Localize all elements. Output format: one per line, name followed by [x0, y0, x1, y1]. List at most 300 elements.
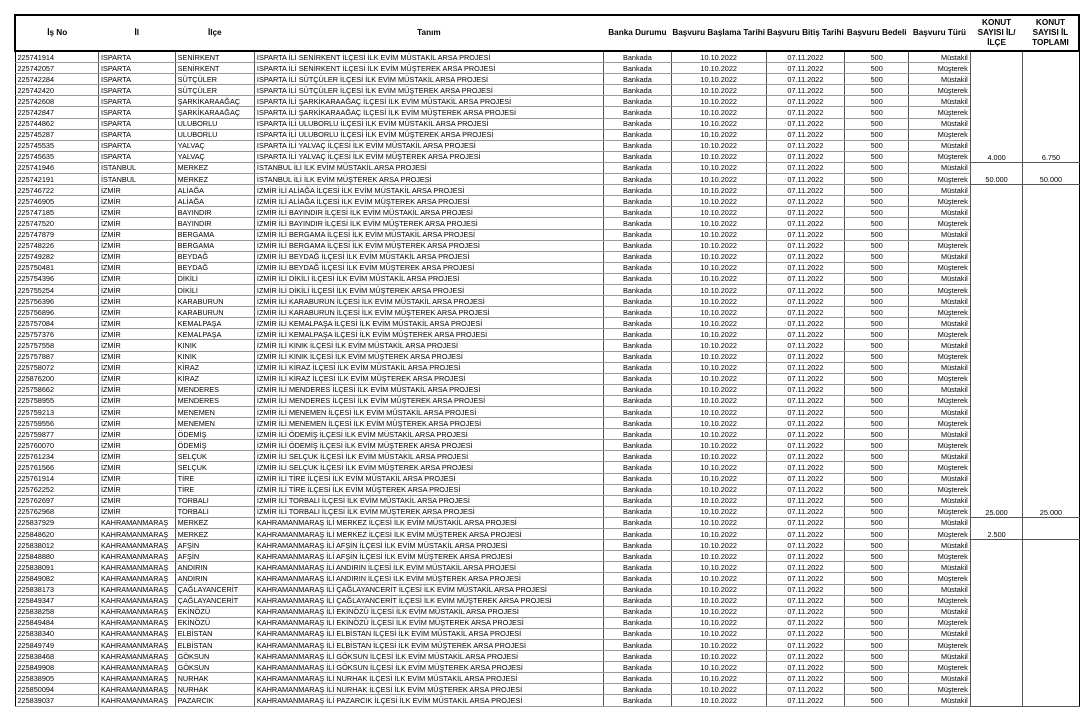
cell-basvuru-turu: Müstakil	[909, 451, 971, 462]
cell-il: İZMİR	[98, 218, 175, 229]
cell-bedel: 500	[845, 229, 909, 240]
cell-basvuru-turu: Müşterek	[909, 262, 971, 273]
table-row[interactable]	[15, 551, 1079, 562]
cell-is-no: 225741914	[15, 51, 98, 63]
cell-basvuru-turu: Müşterek	[909, 174, 971, 185]
cell-is-no: 225762968	[15, 506, 98, 517]
cell-baslama-tarihi: 10.10.2022	[671, 262, 766, 273]
cell-bitis-tarihi: 07.11.2022	[766, 318, 845, 329]
cell-bitis-tarihi: 07.11.2022	[766, 151, 845, 162]
cell-banka-durumu: Bankada	[603, 595, 671, 606]
cell-ilce: KEMALPAŞA	[175, 329, 254, 340]
cell-banka-durumu: Bankada	[603, 118, 671, 129]
cell-banka-durumu: Bankada	[603, 329, 671, 340]
konut-sayisi-il-ilce-cell: 4.000	[970, 51, 1023, 162]
cell-bitis-tarihi: 07.11.2022	[766, 129, 845, 140]
cell-banka-durumu: Bankada	[603, 617, 671, 628]
table-row[interactable]	[15, 118, 1079, 129]
cell-tanim: KAHRAMANMARAŞ İLİ PAZARCIK İLÇESİ İLK EVİM MÜSTAKİL ARSA PROJESİ	[254, 695, 603, 706]
cell-ilce: TORBALI	[175, 495, 254, 506]
cell-baslama-tarihi: 10.10.2022	[671, 196, 766, 207]
cell-baslama-tarihi: 10.10.2022	[671, 74, 766, 85]
cell-baslama-tarihi: 10.10.2022	[671, 595, 766, 606]
cell-il: ISPARTA	[98, 85, 175, 96]
cell-baslama-tarihi: 10.10.2022	[671, 628, 766, 639]
cell-baslama-tarihi: 10.10.2022	[671, 185, 766, 196]
cell-bitis-tarihi: 07.11.2022	[766, 207, 845, 218]
cell-is-no: 225745287	[15, 129, 98, 140]
cell-basvuru-turu: Müşterek	[909, 662, 971, 673]
table-row[interactable]	[15, 506, 1079, 517]
cell-bedel: 500	[845, 495, 909, 506]
table-row[interactable]	[15, 196, 1079, 207]
col-header-basvuru-baslama-tarihi[interactable]: Başvuru Başlama Tarihi	[671, 15, 766, 51]
table-row[interactable]	[15, 517, 1079, 528]
cell-is-no: 225758072	[15, 362, 98, 373]
cell-basvuru-turu: Müstakil	[909, 517, 971, 528]
cell-bitis-tarihi: 07.11.2022	[766, 651, 845, 662]
table-row[interactable]	[15, 529, 1079, 540]
konut-sayisi-il-ilce-cell: 25.000	[970, 185, 1023, 518]
cell-bitis-tarihi: 07.11.2022	[766, 96, 845, 107]
table-row[interactable]	[15, 495, 1079, 506]
cell-ilce: BAYINDIR	[175, 218, 254, 229]
cell-banka-durumu: Bankada	[603, 517, 671, 528]
table-row[interactable]	[15, 617, 1079, 628]
cell-baslama-tarihi: 10.10.2022	[671, 517, 766, 528]
cell-bedel: 500	[845, 662, 909, 673]
cell-baslama-tarihi: 10.10.2022	[671, 462, 766, 473]
cell-bitis-tarihi: 07.11.2022	[766, 517, 845, 528]
cell-is-no: 225745535	[15, 140, 98, 151]
col-header-konut-sayisi-il-ilce[interactable]: KONUT SAYISI İL/İLÇE	[970, 15, 1023, 51]
table-row[interactable]	[15, 429, 1079, 440]
cell-il: İZMİR	[98, 384, 175, 395]
table-row[interactable]	[15, 451, 1079, 462]
cell-ilce: TORBALI	[175, 506, 254, 517]
cell-tanim: İZMİR İLİ DİKİLİ İLÇESİ İLK EVİM MÜSTAKİL ARSA PROJESİ	[254, 273, 603, 284]
cell-baslama-tarihi: 10.10.2022	[671, 695, 766, 706]
table-row[interactable]	[15, 351, 1079, 362]
table-row[interactable]	[15, 251, 1079, 262]
cell-il: KAHRAMANMARAŞ	[98, 517, 175, 528]
cell-basvuru-turu: Müstakil	[909, 628, 971, 639]
cell-tanim: İZMİR İLİ KİRAZ İLÇESİ İLK EVİM MÜSTAKİL ARSA PROJESİ	[254, 362, 603, 373]
cell-tanim: İZMİR İLİ TİRE İLÇESİ İLK EVİM MÜSTAKİL ARSA PROJESİ	[254, 473, 603, 484]
cell-basvuru-turu: Müşterek	[909, 395, 971, 406]
cell-bedel: 500	[845, 673, 909, 684]
table-row[interactable]	[15, 307, 1079, 318]
cell-banka-durumu: Bankada	[603, 418, 671, 429]
cell-tanim: İZMİR İLİ BAYINDIR İLÇESİ İLK EVİM MÜŞTEREK ARSA PROJESİ	[254, 218, 603, 229]
cell-banka-durumu: Bankada	[603, 639, 671, 650]
col-header-is-no[interactable]: İş No	[15, 15, 98, 51]
table-row[interactable]	[15, 695, 1079, 706]
cell-il: KAHRAMANMARAŞ	[98, 529, 175, 540]
cell-ilce: EKİNÖZÜ	[175, 617, 254, 628]
cell-bedel: 500	[845, 251, 909, 262]
cell-banka-durumu: Bankada	[603, 296, 671, 307]
cell-bedel: 500	[845, 207, 909, 218]
cell-basvuru-turu: Müşterek	[909, 85, 971, 96]
cell-ilce: SENİRKENT	[175, 63, 254, 74]
cell-bitis-tarihi: 07.11.2022	[766, 495, 845, 506]
table-row[interactable]	[15, 684, 1079, 695]
cell-banka-durumu: Bankada	[603, 429, 671, 440]
cell-baslama-tarihi: 10.10.2022	[671, 362, 766, 373]
cell-bitis-tarihi: 07.11.2022	[766, 51, 845, 63]
cell-is-no: 225742847	[15, 107, 98, 118]
cell-baslama-tarihi: 10.10.2022	[671, 573, 766, 584]
cell-ilce: SÜTÇÜLER	[175, 85, 254, 96]
table-row[interactable]	[15, 151, 1079, 162]
cell-bitis-tarihi: 07.11.2022	[766, 196, 845, 207]
cell-basvuru-turu: Müstakil	[909, 318, 971, 329]
cell-bedel: 500	[845, 529, 909, 540]
cell-basvuru-turu: Müşterek	[909, 196, 971, 207]
cell-il: İZMİR	[98, 451, 175, 462]
cell-ilce: ÇAĞLAYANCERİT	[175, 584, 254, 595]
cell-il: ISPARTA	[98, 51, 175, 63]
table-row[interactable]	[15, 340, 1079, 351]
cell-ilce: SELÇUK	[175, 462, 254, 473]
cell-basvuru-turu: Müşterek	[909, 595, 971, 606]
cell-bedel: 500	[845, 174, 909, 185]
cell-bitis-tarihi: 07.11.2022	[766, 229, 845, 240]
cell-il: İZMİR	[98, 207, 175, 218]
table-row[interactable]	[15, 129, 1079, 140]
cell-banka-durumu: Bankada	[603, 495, 671, 506]
cell-basvuru-turu: Müşterek	[909, 351, 971, 362]
cell-bedel: 500	[845, 651, 909, 662]
table-row[interactable]	[15, 240, 1079, 251]
col-header-basvuru-bedeli[interactable]: Başvuru Bedeli	[845, 15, 909, 51]
cell-is-no: 225757376	[15, 329, 98, 340]
cell-basvuru-turu: Müşterek	[909, 373, 971, 384]
konut-sayisi-il-ilce-cell: 2.500	[970, 517, 1023, 539]
cell-il: İZMİR	[98, 240, 175, 251]
cell-banka-durumu: Bankada	[603, 584, 671, 595]
table-row[interactable]	[15, 484, 1079, 495]
cell-il: İZMİR	[98, 185, 175, 196]
cell-banka-durumu: Bankada	[603, 362, 671, 373]
cell-is-no: 225758955	[15, 395, 98, 406]
cell-bitis-tarihi: 07.11.2022	[766, 617, 845, 628]
cell-bedel: 500	[845, 240, 909, 251]
cell-baslama-tarihi: 10.10.2022	[671, 118, 766, 129]
cell-ilce: MENEMEN	[175, 407, 254, 418]
cell-banka-durumu: Bankada	[603, 85, 671, 96]
cell-bitis-tarihi: 07.11.2022	[766, 218, 845, 229]
cell-banka-durumu: Bankada	[603, 440, 671, 451]
cell-bedel: 500	[845, 429, 909, 440]
cell-bitis-tarihi: 07.11.2022	[766, 373, 845, 384]
table-row[interactable]	[15, 74, 1079, 85]
table-row[interactable]	[15, 628, 1079, 639]
cell-is-no: 225744862	[15, 118, 98, 129]
cell-bitis-tarihi: 07.11.2022	[766, 473, 845, 484]
cell-banka-durumu: Bankada	[603, 218, 671, 229]
cell-banka-durumu: Bankada	[603, 196, 671, 207]
cell-il: İSTANBUL	[98, 174, 175, 185]
cell-baslama-tarihi: 10.10.2022	[671, 407, 766, 418]
table-row[interactable]	[15, 318, 1079, 329]
table-row[interactable]	[15, 207, 1079, 218]
cell-tanim: İZMİR İLİ MENDERES İLÇESİ İLK EVİM MÜSTAKİL ARSA PROJESİ	[254, 384, 603, 395]
cell-ilce: TİRE	[175, 484, 254, 495]
table-row[interactable]	[15, 573, 1079, 584]
cell-baslama-tarihi: 10.10.2022	[671, 651, 766, 662]
cell-tanim: ISPARTA İLİ SENİRKENT İLÇESİ İLK EVİM MÜŞTEREK ARSA PROJESİ	[254, 63, 603, 74]
table-row[interactable]	[15, 284, 1079, 295]
cell-baslama-tarihi: 10.10.2022	[671, 373, 766, 384]
cell-ilce: ELBİSTAN	[175, 639, 254, 650]
table-row[interactable]	[15, 384, 1079, 395]
cell-il: ISPARTA	[98, 151, 175, 162]
cell-baslama-tarihi: 10.10.2022	[671, 318, 766, 329]
cell-bitis-tarihi: 07.11.2022	[766, 595, 845, 606]
cell-bedel: 500	[845, 96, 909, 107]
cell-bitis-tarihi: 07.11.2022	[766, 296, 845, 307]
table-row[interactable]	[15, 329, 1079, 340]
cell-basvuru-turu: Müşterek	[909, 684, 971, 695]
cell-is-no: 225759877	[15, 429, 98, 440]
cell-bedel: 500	[845, 74, 909, 85]
cell-ilce: KİRAZ	[175, 362, 254, 373]
cell-basvuru-turu: Müstakil	[909, 562, 971, 573]
cell-basvuru-turu: Müstakil	[909, 340, 971, 351]
cell-is-no: 225849347	[15, 595, 98, 606]
cell-is-no: 225755254	[15, 284, 98, 295]
cell-ilce: YALVAÇ	[175, 151, 254, 162]
table-row[interactable]	[15, 262, 1079, 273]
cell-tanim: KAHRAMANMARAŞ İLİ ANDIRIN İLÇESİ İLK EVİM MÜSTAKİL ARSA PROJESİ	[254, 562, 603, 573]
cell-basvuru-turu: Müstakil	[909, 251, 971, 262]
header-row	[15, 15, 1079, 51]
cell-il: İZMİR	[98, 329, 175, 340]
cell-tanim: ISPARTA İLİ ULUBORLU İLÇESİ İLK EVİM MÜŞTEREK ARSA PROJESİ	[254, 129, 603, 140]
cell-tanim: KAHRAMANMARAŞ İLİ AFŞİN İLÇESİ İLK EVİM MÜŞTEREK ARSA PROJESİ	[254, 551, 603, 562]
cell-ilce: MERKEZ	[175, 517, 254, 528]
cell-banka-durumu: Bankada	[603, 562, 671, 573]
table-row[interactable]	[15, 673, 1079, 684]
cell-bedel: 500	[845, 473, 909, 484]
col-header-il[interactable]: İl	[98, 15, 175, 51]
table-row[interactable]	[15, 407, 1079, 418]
table-row[interactable]	[15, 606, 1079, 617]
table-row[interactable]	[15, 296, 1079, 307]
cell-basvuru-turu: Müşterek	[909, 418, 971, 429]
table-row[interactable]	[15, 373, 1079, 384]
cell-il: İZMİR	[98, 284, 175, 295]
table-row[interactable]	[15, 584, 1079, 595]
cell-bedel: 500	[845, 284, 909, 295]
cell-il: İZMİR	[98, 473, 175, 484]
cell-ilce: SÜTÇÜLER	[175, 74, 254, 85]
cell-bedel: 500	[845, 695, 909, 706]
cell-tanim: KAHRAMANMARAŞ İLİ NURHAK İLÇESİ İLK EVİM MÜŞTEREK ARSA PROJESİ	[254, 684, 603, 695]
col-header-basvuru-turu[interactable]: Başvuru Türü	[909, 15, 971, 51]
cell-is-no: 225757887	[15, 351, 98, 362]
cell-basvuru-turu: Müstakil	[909, 273, 971, 284]
cell-basvuru-turu: Müstakil	[909, 118, 971, 129]
cell-basvuru-turu: Müstakil	[909, 429, 971, 440]
table-row[interactable]	[15, 395, 1079, 406]
cell-il: KAHRAMANMARAŞ	[98, 684, 175, 695]
cell-ilce: BERGAMA	[175, 229, 254, 240]
table-row[interactable]	[15, 562, 1079, 573]
table-row[interactable]	[15, 273, 1079, 284]
cell-bitis-tarihi: 07.11.2022	[766, 240, 845, 251]
cell-basvuru-turu: Müşterek	[909, 151, 971, 162]
cell-ilce: BEYDAĞ	[175, 251, 254, 262]
cell-banka-durumu: Bankada	[603, 373, 671, 384]
cell-baslama-tarihi: 10.10.2022	[671, 540, 766, 551]
cell-ilce: NURHAK	[175, 673, 254, 684]
cell-bitis-tarihi: 07.11.2022	[766, 639, 845, 650]
table-row[interactable]	[15, 540, 1079, 551]
cell-ilce: KİRAZ	[175, 373, 254, 384]
cell-banka-durumu: Bankada	[603, 606, 671, 617]
cell-bedel: 500	[845, 384, 909, 395]
table-row[interactable]	[15, 651, 1079, 662]
cell-is-no: 225838091	[15, 562, 98, 573]
table-row[interactable]	[15, 140, 1079, 151]
cell-bitis-tarihi: 07.11.2022	[766, 506, 845, 517]
cell-bitis-tarihi: 07.11.2022	[766, 673, 845, 684]
cell-bedel: 500	[845, 296, 909, 307]
table-row[interactable]	[15, 174, 1079, 185]
cell-il: İZMİR	[98, 273, 175, 284]
table-row[interactable]	[15, 229, 1079, 240]
table-row[interactable]	[15, 107, 1079, 118]
table-row[interactable]	[15, 595, 1079, 606]
table-row[interactable]	[15, 85, 1079, 96]
cell-baslama-tarihi: 10.10.2022	[671, 296, 766, 307]
cell-tanim: İZMİR İLİ MENEMEN İLÇESİ İLK EVİM MÜSTAKİL ARSA PROJESİ	[254, 407, 603, 418]
table-row[interactable]	[15, 51, 1079, 63]
table-row[interactable]	[15, 362, 1079, 373]
cell-banka-durumu: Bankada	[603, 384, 671, 395]
cell-il: KAHRAMANMARAŞ	[98, 595, 175, 606]
cell-baslama-tarihi: 10.10.2022	[671, 151, 766, 162]
cell-il: İZMİR	[98, 362, 175, 373]
table-row[interactable]	[15, 662, 1079, 673]
table-body	[15, 51, 1079, 706]
cell-il: İZMİR	[98, 251, 175, 262]
cell-banka-durumu: Bankada	[603, 318, 671, 329]
cell-basvuru-turu: Müşterek	[909, 129, 971, 140]
col-header-banka-durumu[interactable]: Banka Durumu	[603, 15, 671, 51]
cell-is-no: 225759556	[15, 418, 98, 429]
cell-bedel: 500	[845, 451, 909, 462]
table-row[interactable]	[15, 185, 1079, 196]
cell-basvuru-turu: Müstakil	[909, 229, 971, 240]
cell-banka-durumu: Bankada	[603, 529, 671, 540]
cell-tanim: ISPARTA İLİ SÜTÇÜLER İLÇESİ İLK EVİM MÜSTAKİL ARSA PROJESİ	[254, 74, 603, 85]
cell-il: İZMİR	[98, 262, 175, 273]
cell-is-no: 225759213	[15, 407, 98, 418]
cell-banka-durumu: Bankada	[603, 540, 671, 551]
table-row[interactable]	[15, 473, 1079, 484]
cell-ilce: DİKİLİ	[175, 284, 254, 295]
cell-bitis-tarihi: 07.11.2022	[766, 606, 845, 617]
cell-tanim: İZMİR İLİ KEMALPAŞA İLÇESİ İLK EVİM MÜSTAKİL ARSA PROJESİ	[254, 318, 603, 329]
cell-banka-durumu: Bankada	[603, 506, 671, 517]
cell-baslama-tarihi: 10.10.2022	[671, 384, 766, 395]
cell-bitis-tarihi: 07.11.2022	[766, 251, 845, 262]
cell-bitis-tarihi: 07.11.2022	[766, 174, 845, 185]
table-row[interactable]	[15, 418, 1079, 429]
cell-tanim: ISPARTA İLİ ŞARKİKARAAĞAÇ İLÇESİ İLK EVİM MÜŞTEREK ARSA PROJESİ	[254, 107, 603, 118]
table-row[interactable]	[15, 218, 1079, 229]
cell-baslama-tarihi: 10.10.2022	[671, 451, 766, 462]
table-row[interactable]	[15, 639, 1079, 650]
cell-bitis-tarihi: 07.11.2022	[766, 684, 845, 695]
table-row[interactable]	[15, 440, 1079, 451]
cell-tanim: ISPARTA İLİ SÜTÇÜLER İLÇESİ İLK EVİM MÜŞTEREK ARSA PROJESİ	[254, 85, 603, 96]
cell-is-no: 225849082	[15, 573, 98, 584]
cell-tanim: KAHRAMANMARAŞ İLİ GÖKSUN İLÇESİ İLK EVİM MÜSTAKİL ARSA PROJESİ	[254, 651, 603, 662]
cell-tanim: İZMİR İLİ ALİAĞA İLÇESİ İLK EVİM MÜSTAKİL ARSA PROJESİ	[254, 185, 603, 196]
table-row[interactable]	[15, 162, 1079, 173]
cell-baslama-tarihi: 10.10.2022	[671, 617, 766, 628]
cell-is-no: 225761914	[15, 473, 98, 484]
cell-il: KAHRAMANMARAŞ	[98, 695, 175, 706]
cell-ilce: BERGAMA	[175, 240, 254, 251]
cell-ilce: KARABURUN	[175, 296, 254, 307]
cell-baslama-tarihi: 10.10.2022	[671, 229, 766, 240]
cell-basvuru-turu: Müstakil	[909, 695, 971, 706]
cell-bedel: 500	[845, 185, 909, 196]
cell-bitis-tarihi: 07.11.2022	[766, 451, 845, 462]
cell-is-no: 225747185	[15, 207, 98, 218]
cell-is-no: 225742057	[15, 63, 98, 74]
table-row[interactable]	[15, 96, 1079, 107]
col-header-tanim[interactable]: Tanım	[254, 15, 603, 51]
table-row[interactable]	[15, 63, 1079, 74]
cell-banka-durumu: Bankada	[603, 162, 671, 173]
cell-ilce: MENEMEN	[175, 418, 254, 429]
cell-is-no: 225746722	[15, 185, 98, 196]
cell-bedel: 500	[845, 462, 909, 473]
cell-banka-durumu: Bankada	[603, 240, 671, 251]
cell-banka-durumu: Bankada	[603, 473, 671, 484]
cell-ilce: AFŞİN	[175, 540, 254, 551]
cell-il: KAHRAMANMARAŞ	[98, 551, 175, 562]
col-header-basvuru-bitis-tarihi[interactable]: Başvuru Bitiş Tarihi	[766, 15, 845, 51]
col-header-ilce[interactable]: İlçe	[175, 15, 254, 51]
cell-is-no: 225848620	[15, 529, 98, 540]
cell-tanim: İZMİR İLİ KINIK İLÇESİ İLK EVİM MÜSTAKİL ARSA PROJESİ	[254, 340, 603, 351]
table-row[interactable]	[15, 462, 1079, 473]
cell-bitis-tarihi: 07.11.2022	[766, 529, 845, 540]
cell-il: KAHRAMANMARAŞ	[98, 651, 175, 662]
cell-tanim: İSTANBUL İLİ İLK EVİM MÜŞTEREK ARSA PROJESİ	[254, 174, 603, 185]
cell-ilce: ANDIRIN	[175, 562, 254, 573]
cell-il: İZMİR	[98, 318, 175, 329]
col-header-konut-sayisi-il-toplami[interactable]: KONUT SAYISI İL TOPLAMI	[1023, 15, 1079, 51]
cell-tanim: KAHRAMANMARAŞ İLİ NURHAK İLÇESİ İLK EVİM MÜSTAKİL ARSA PROJESİ	[254, 673, 603, 684]
cell-tanim: İZMİR İLİ BERGAMA İLÇESİ İLK EVİM MÜSTAKİL ARSA PROJESİ	[254, 229, 603, 240]
cell-baslama-tarihi: 10.10.2022	[671, 340, 766, 351]
cell-bitis-tarihi: 07.11.2022	[766, 307, 845, 318]
cell-bedel: 500	[845, 562, 909, 573]
cell-is-no: 225742420	[15, 85, 98, 96]
cell-bedel: 500	[845, 107, 909, 118]
cell-bedel: 500	[845, 362, 909, 373]
cell-il: KAHRAMANMARAŞ	[98, 639, 175, 650]
